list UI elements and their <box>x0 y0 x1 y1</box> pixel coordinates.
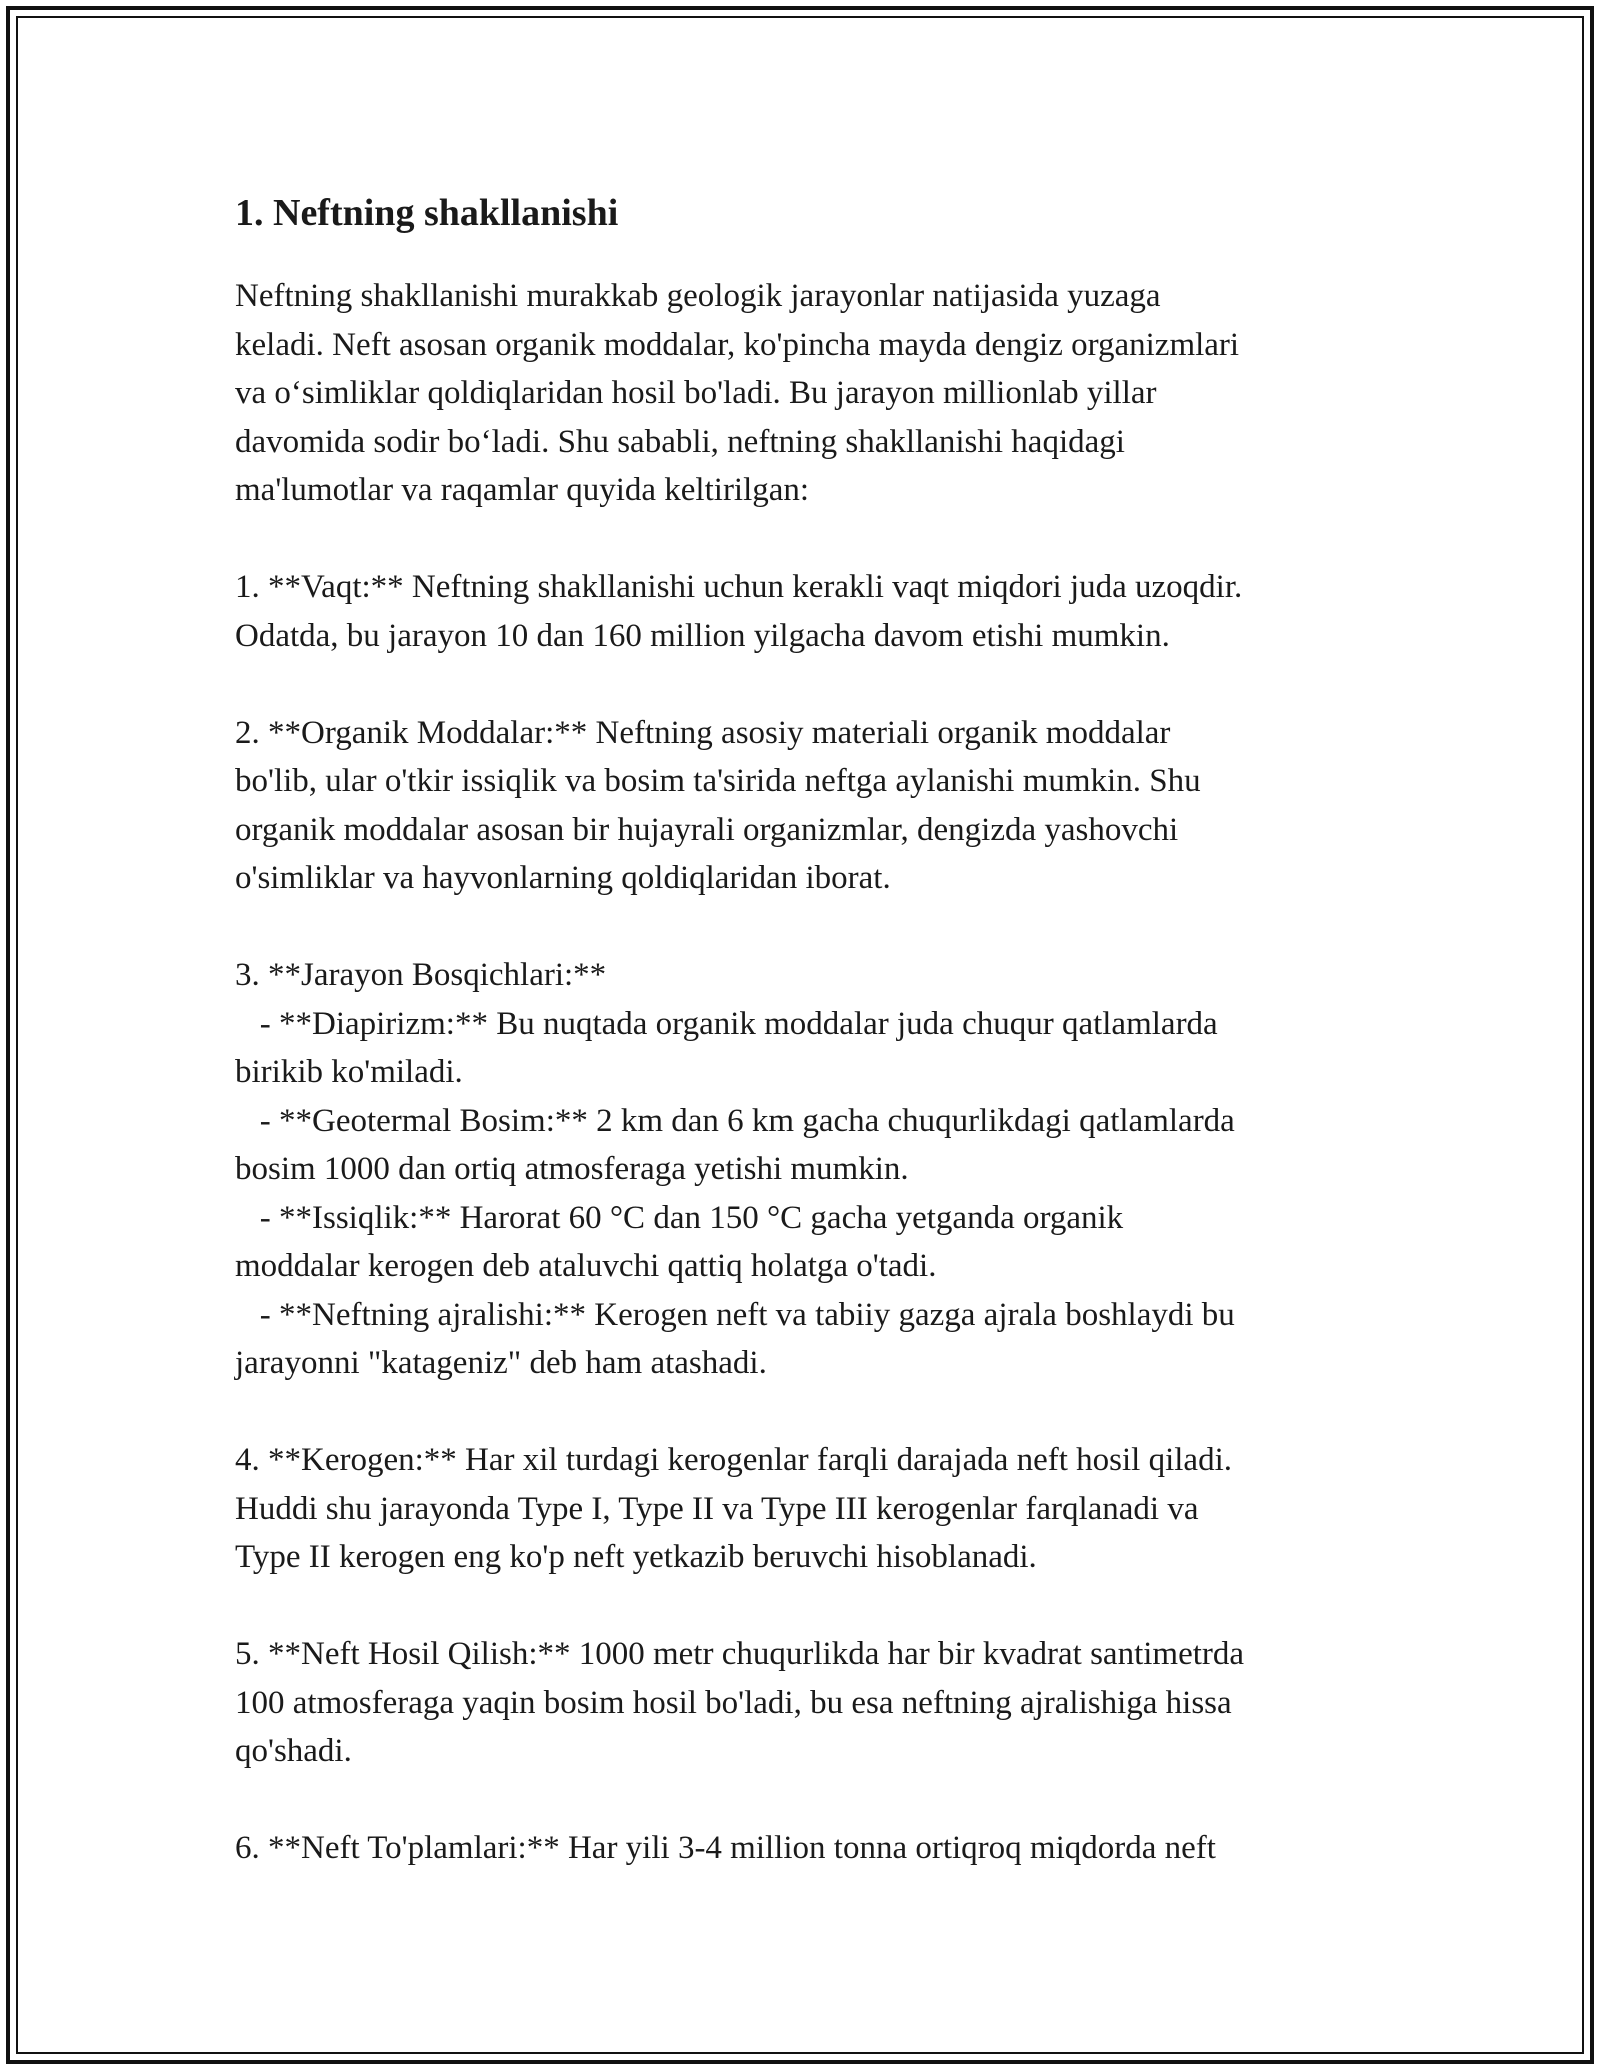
document-body: Neftning shakllanishi murakkab geologik jarayonlar natijasida yuzaga keladi. Neft asosan organik moddalar, ko'pincha mayda dengiz organizmlari va o‘simliklar qoldiqlaridan hosil bo'ladi. Bu jarayon millionlab yillar davomida sodir bo‘ladi. Shu sababli, neftning shakllanishi haqidagi ma'lumotlar va raqamlar quyida keltirilgan: 1. **Vaqt:** Neftning shakllanishi uchun kerakli vaqt miqdori juda uzoqdir. Odatda, bu jarayon 10 dan 160 million yilgacha davom etishi mumkin. 2. **Organik Moddalar:** Neftning asosiy materiali organik moddalar bo'lib, ular o'tkir issiqlik va bosim ta'sirida neftga aylanishi mumkin. Shu organik moddalar asosan bir hujayrali organizmlar, dengizda yashovchi o'simliklar va hayvonlarning qoldiqlaridan iborat. 3. **Jarayon Bosqichlari:** - **Diapirizm:** Bu nuqtada organik moddalar juda chuqur qatlamlarda birikib ko'miladi. - **Geotermal Bosim:** 2 km dan 6 km gacha chuqurlikdagi qatlamlarda bosim 1000 dan ortiq atmosferaga yetishi mumkin. - **Issiqlik:** Harorat 60 °C dan 150 °C gacha yetganda organik moddalar kerogen deb ataluvchi qattiq holatga o'tadi. - **Neftning ajralishi:** Kerogen neft va tabiiy gazga ajrala boshlaydi bu jarayonni "katageniz" deb ham atashadi. 4. **Kerogen:** Har xil turdagi kerogenlar farqli darajada neft hosil qiladi. Huddi shu jarayonda Type I, Type II va Type III kerogenlar farqlanadi va Type II kerogen eng ko'p neft yetkazib beruvchi hisoblanadi. 5. **Neft Hosil Qilish:** 1000 metr chuqurlikda har bir kvadrat santimetrda 100 atmosferaga yaqin bosim hosil bo'ladi, bu esa neftning ajralishiga hissa qo'shadi. 6. **Neft To'plamlari:** Har yili 3-4 million tonna ortiqroq miqdorda neft <box>235 278 1245 1866</box>
document-content <box>235 186 1375 1873</box>
document-title: 1. Neftning shakllanishi <box>235 192 619 234</box>
